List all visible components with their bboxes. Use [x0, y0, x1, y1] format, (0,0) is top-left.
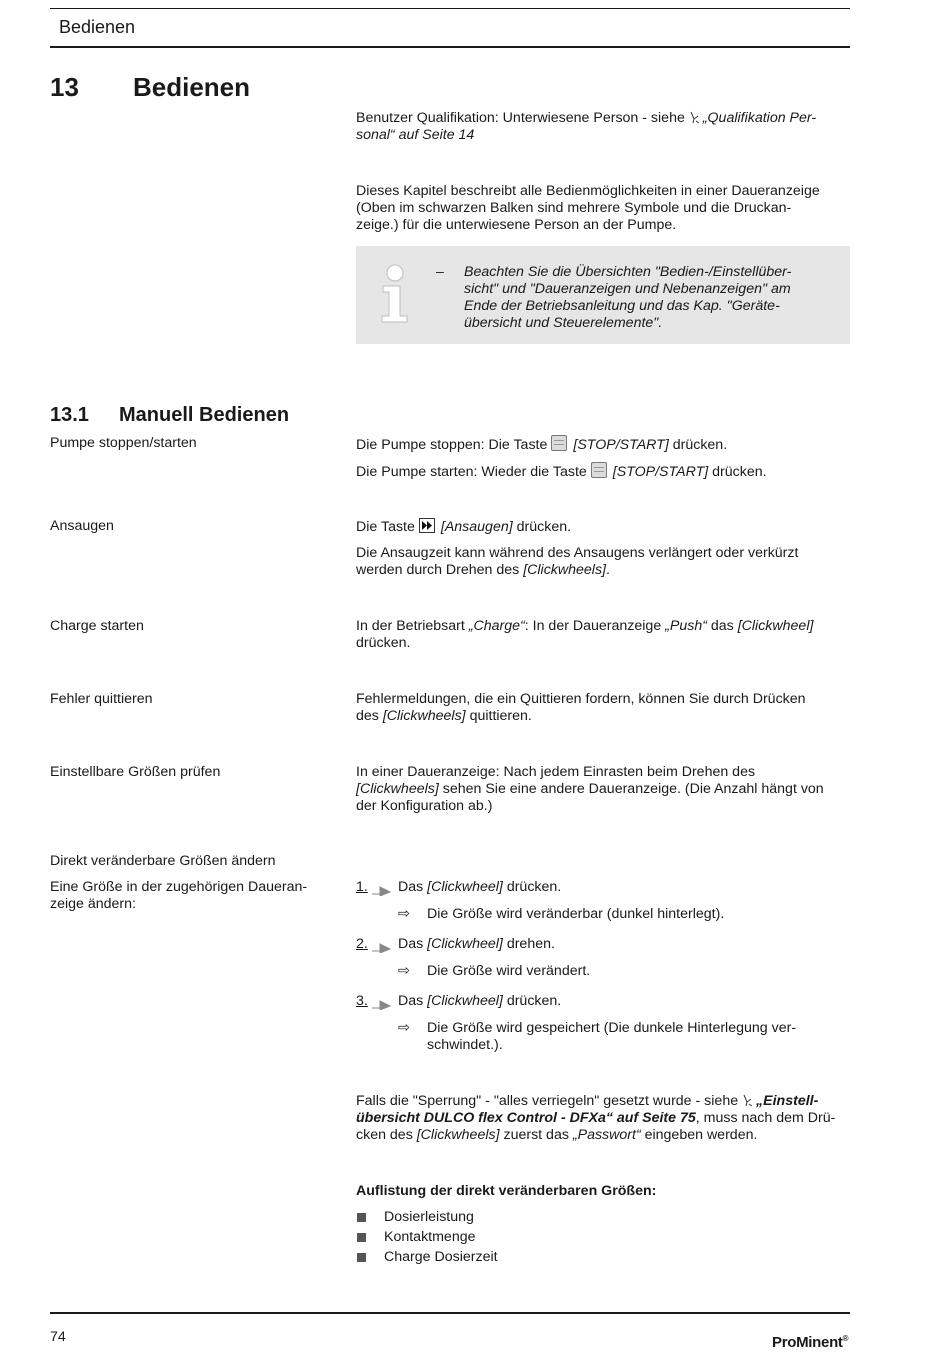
brand-logo: [772, 1330, 848, 1351]
list-item: Charge Dosierzeit: [384, 1249, 498, 1265]
settings-overview-link-cont[interactable]: übersicht DULCO flex Control - DFXa“ auf Seite 75: [356, 1110, 696, 1126]
errors-label: Fehler quittieren: [50, 691, 153, 707]
pump-start-text: Die Pumpe starten: Wieder die Taste [STOP/START] drücken.: [356, 464, 767, 480]
list-heading: Auflistung der direkt veränderbaren Größen:: [356, 1183, 657, 1199]
list-item: Kontaktmenge: [384, 1229, 476, 1245]
fast-forward-key-icon: [419, 518, 435, 533]
info-icon: [378, 264, 412, 324]
brand-logo-mark: ®: [842, 1334, 849, 1343]
bullet-square-icon: [357, 1253, 366, 1262]
list-item: Dosierleistung: [384, 1209, 474, 1225]
step-number: 2.: [356, 936, 368, 952]
chapter-description: Dieses Kapitel beschreibt alle Bedienmöglichkeiten in einer Daueranzeige (Oben im schwarzen Balken sind mehrere Symbole und die Druckan- zeige.) für die unterwiesene Person an der Pumpe.: [356, 183, 820, 233]
result-arrow-icon: ⇨: [398, 1020, 410, 1036]
chapter-title: Bedienen: [133, 72, 251, 102]
page-number: 74: [50, 1329, 66, 1345]
step-arrow-icon: [372, 941, 392, 953]
section-title: Manuell Bedienen: [119, 404, 290, 426]
prime-key-label: [Ansaugen]: [440, 519, 513, 535]
check-label: Einstellbare Größen prüfen: [50, 764, 221, 780]
result-arrow-icon: ⇨: [398, 906, 410, 922]
result-arrow-icon: ⇨: [398, 963, 410, 979]
section-number: 13.1: [50, 404, 89, 426]
header-title: Bedienen: [59, 17, 136, 37]
info-dash: –: [436, 264, 444, 280]
stop-start-key-icon: [551, 435, 567, 451]
footer-rule: [50, 1312, 850, 1314]
qualification-text: Benutzer Qualifikation: Unterwiesene Person - siehe „Qualifikation Per- sonal“ auf Seite 14: [356, 110, 850, 144]
bullet-square-icon: [357, 1213, 366, 1222]
errors-text: Fehlermeldungen, die ein Quittieren fordern, können Sie durch Drücken des [Clickwheels] quittieren.: [356, 691, 806, 724]
stop-start-key-label: [STOP/START]: [573, 437, 669, 453]
batch-text: In der Betriebsart „Charge“: In der Daueranzeige „Push“ das [Clickwheel] drücken.: [356, 618, 814, 651]
info-text: Beachten Sie die Übersichten "Bedien-/Einstellüber- sicht" und "Daueranzeigen und Nebenanzeigen" am Ende der Betriebsanleitung und das Kap. "Geräte- übersicht und Steuerelemente".: [464, 264, 792, 331]
reference-arrow-icon: [742, 1094, 754, 1107]
prime-label: Ansaugen: [50, 518, 114, 534]
step-arrow-icon: [372, 884, 392, 896]
step-text: Das [Clickwheel] drücken.: [398, 879, 562, 895]
header-bottom-rule: [50, 46, 850, 48]
info-box: [356, 246, 850, 344]
step-text: Das [Clickwheel] drehen.: [398, 936, 555, 952]
lock-paragraph: Falls die "Sperrung" - "alles verriegeln" gesetzt wurde - siehe „Einstell- übersicht DULCO flex Control - DFXa“ auf Seite 75, muss nach dem Drü- cken des [Clickwheels] zuerst das „Passwort“ eingeben werden.: [356, 1093, 836, 1143]
batch-label: Charge starten: [50, 618, 144, 634]
stop-start-key-label: [STOP/START]: [612, 464, 709, 480]
step-result: Die Größe wird gespeichert (Die dunkele Hinterlegung ver- schwindet.).: [427, 1020, 797, 1053]
step-arrow-icon: [372, 998, 392, 1010]
header-top-rule: [50, 8, 850, 9]
step-number: 1.: [356, 879, 368, 895]
step-result: Die Größe wird veränderbar (dunkel hinterlegt).: [427, 906, 725, 922]
bullet-square-icon: [357, 1233, 366, 1242]
check-text: In einer Daueranzeige: Nach jedem Einrasten beim Drehen des [Clickwheels] sehen Sie eine andere Daueranzeige. (Die Anzahl hängt von der Konfiguration ab.): [356, 764, 824, 814]
brand-logo-text: ProMinent: [772, 1334, 843, 1351]
chapter-number: 13: [50, 72, 79, 102]
settings-overview-link[interactable]: „Einstell-: [756, 1093, 819, 1109]
stop-start-key-icon: [591, 462, 607, 478]
step-number: 3.: [356, 993, 368, 1009]
step-text: Das [Clickwheel] drücken.: [398, 993, 562, 1009]
direct-subheading: Eine Größe in der zugehörigen Daueran- zeige ändern:: [50, 879, 308, 912]
pump-label: Pumpe stoppen/starten: [50, 435, 197, 451]
qualification-link[interactable]: „Qualifikation Per-: [702, 110, 817, 126]
pump-stop-text: Die Pumpe stoppen: Die Taste [STOP/START] drücken.: [356, 437, 728, 453]
prime-key-text: Die Taste [Ansaugen] drücken.: [356, 519, 572, 535]
reference-arrow-icon: [689, 111, 701, 124]
step-result: Die Größe wird verändert.: [427, 963, 591, 979]
qualification-link-cont[interactable]: sonal“ auf Seite 14: [356, 127, 475, 143]
prime-description: Die Ansaugzeit kann während des Ansaugens verlängert oder verkürzt werden durch Drehen des [Clickwheels].: [356, 545, 799, 578]
direct-heading: Direkt veränderbare Größen ändern: [50, 853, 276, 869]
